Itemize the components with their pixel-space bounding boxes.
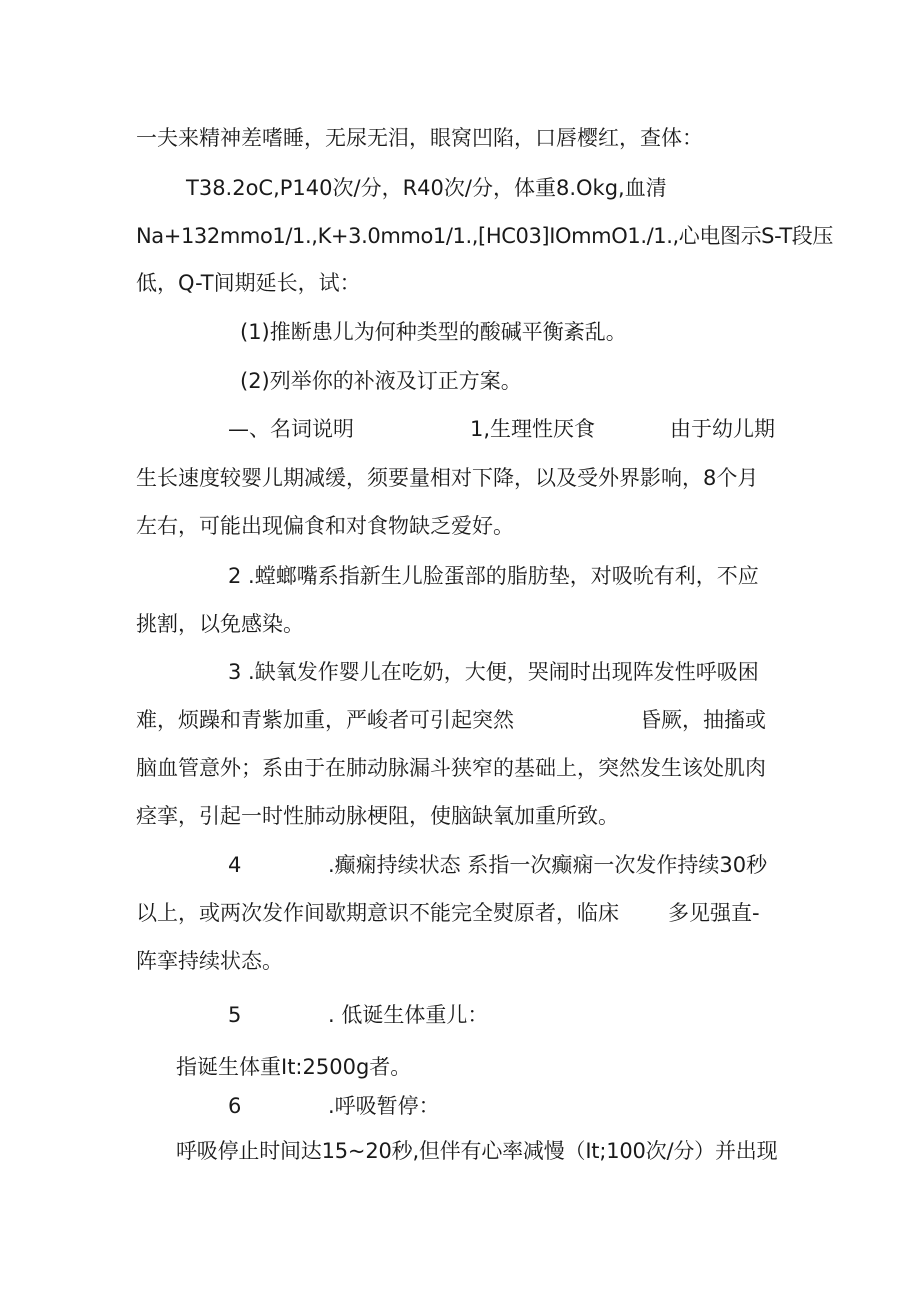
- term-6-title: .呼吸暂停：: [328, 1094, 440, 1118]
- text-line-9: 左右，可能出现偏食和对食物缺乏爱好。: [136, 514, 514, 538]
- term-5-title: . 低诞生体重儿：: [328, 1003, 489, 1027]
- text-line-15: 痉挛，引起一时性肺动脉梗阻，使脑缺氧加重所致。: [136, 804, 619, 828]
- term-1-title: 1,生理性厌食: [470, 417, 596, 441]
- text-line-13: [0, 705, 920, 735]
- text-line-13-a: 难，烦躁和青紫加重，严峻者可引起突然: [136, 708, 514, 732]
- text-line-4: 低，Q-T间期延长，试：: [136, 271, 361, 295]
- text-line-17-b: 多见强直-: [668, 901, 760, 925]
- term-5-definition: 指诞生体重It:2500g者。: [176, 1055, 412, 1079]
- question-2: (2)列举你的补液及订正方案。: [240, 369, 522, 393]
- text-line-18: 阵挛持续状态。: [136, 949, 283, 973]
- text-line-17-a: 以上，或两次发作间歇期意识不能完全熨原者，临床: [136, 901, 619, 925]
- term-1-def-start: 由于幼儿期: [670, 417, 775, 441]
- section-heading: —、名词说明: [228, 417, 354, 441]
- term-6-definition: 呼吸停止时间达15~20秒,但伴有心率减慢（It;100次/分）并出现: [176, 1139, 778, 1163]
- text-line-1: 一夫来精神差嗜睡，无尿无泪，眼窝凹陷，口唇樱红，查体：: [136, 126, 703, 150]
- term-5: [0, 1000, 920, 1030]
- question-1: (1)推断患儿为何种类型的酸碱平衡紊乱。: [240, 320, 627, 344]
- term-6-number: 6: [228, 1094, 242, 1118]
- text-line-3: Na+132mmo1/1.,K+3.0mmo1/1.,[HC03]IOmmO1./1.,心电图示S-T段压: [136, 224, 833, 248]
- text-line-2: T38.2oC,P140次/分，R40次/分，体重8.Okg,血清: [186, 176, 667, 200]
- term-4: [0, 850, 920, 880]
- term-4-text: .癫痫持续状态 系指一次癫痫一次发作持续30秒: [328, 853, 768, 877]
- term-3: 3 .缺氧发作婴儿在吃奶，大便，哭闹时出现阵发性呼吸困: [228, 660, 759, 684]
- term-2: 2 .螳螂嘴系指新生儿脸蛋部的脂肪垫，对吸吮有利，不应: [228, 564, 759, 588]
- text-line-17: [0, 898, 920, 928]
- text-line-11: 挑割，以免感染。: [136, 612, 304, 636]
- text-line-8: 生长速度较婴儿期减缓，须要量相对下降，以及受外界影响，8个月: [136, 466, 759, 490]
- term-6: [0, 1091, 920, 1121]
- term-5-number: 5: [228, 1003, 242, 1027]
- term-4-number: 4: [228, 853, 242, 877]
- text-line-13-b: 昏厥，抽搐或: [640, 708, 766, 732]
- section-heading-line: [0, 414, 920, 444]
- text-line-14: 脑血管意外；系由于在肺动脉漏斗狭窄的基础上，突然发生该处肌肉: [136, 756, 766, 780]
